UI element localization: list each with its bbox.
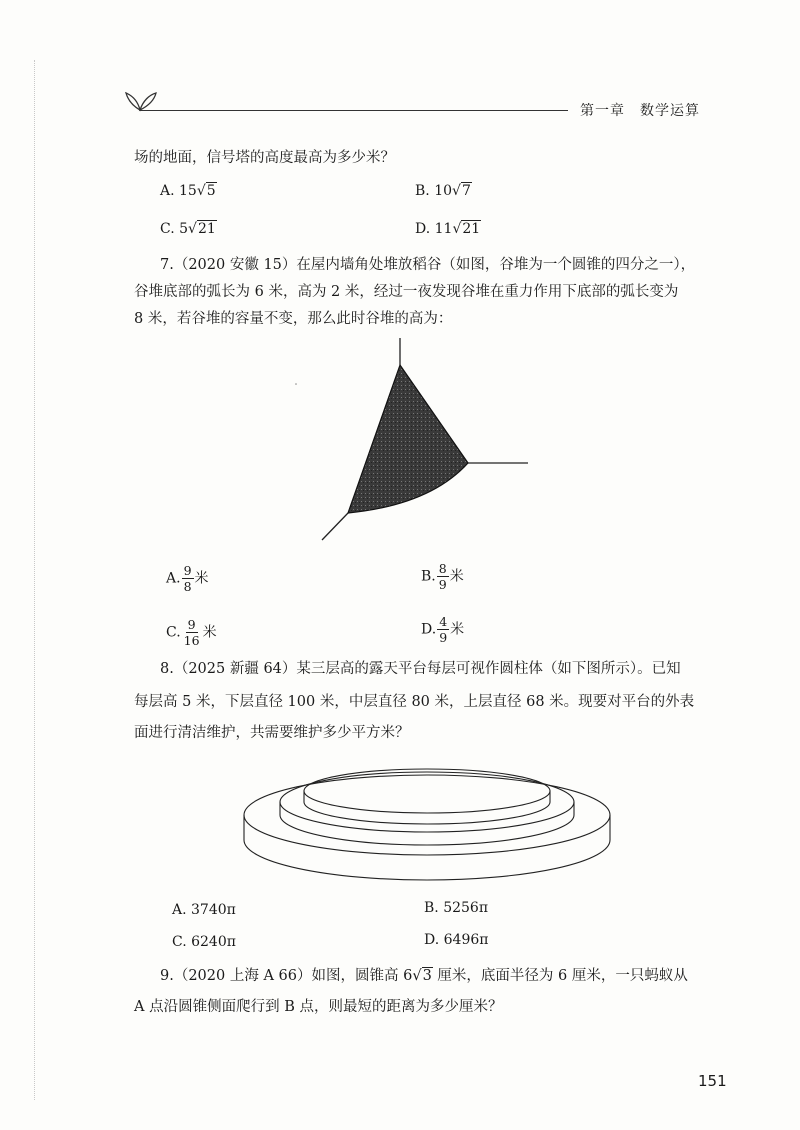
q8-option-a: A. 3740π [172, 902, 236, 918]
q7-stem-line1: 7.（2020 安徽 15）在屋内墙角处堆放稻谷（如图，谷堆为一个圆锥的四分之一）， [160, 257, 696, 273]
q8-stem-line1: 8.（2025 新疆 64）某三层高的露天平台每层可视作圆柱体（如下图所示）。已知 [160, 661, 681, 677]
q9-stem-line2: A 点沿圆锥侧面爬行到 B 点，则最短的距离为多少厘米？ [134, 999, 503, 1015]
q6-stem-end: 场的地面，信号塔的高度最高为多少米？ [134, 150, 395, 166]
q7-option-a: A. $\frac{9}{8}$ 米 [166, 563, 209, 594]
bottom-tier [244, 775, 610, 880]
q7-option-c: C. $\frac{9}{16}$ 米 [166, 617, 217, 648]
q8-option-d: D. 6496π [424, 932, 489, 948]
q6-option-c: C. 5√21 [160, 221, 216, 237]
q6-option-d: D. 11√21 [415, 221, 481, 237]
q9-stem-line1: 9.（2020 上海 A 66）如图，圆锥高 6√3 厘米，底面半径为 6 厘米，一只蚂蚁从 [160, 968, 688, 984]
chapter-title: 第一章 数学运算 [580, 103, 700, 119]
q7-option-d: D. $\frac{4}{9}$ 米 [421, 614, 465, 645]
q7-stem-line2: 谷堆底部的弧长为 6 米，高为 2 米，经过一夜发现谷堆在重力作用下底部的弧长变为 [134, 284, 679, 300]
q6-option-a: A. 15√5 [160, 183, 216, 199]
q8-stem-line2: 每层高 5 米，下层直径 100 米，中层直径 80 米，上层直径 68 米。现要对平台的外表 [134, 694, 695, 710]
page-number: 151 [698, 1072, 727, 1090]
q6-option-b: B. 10√7 [415, 183, 471, 199]
q8-stem-line3: 面进行清洁维护，共需要维护多少平方米？ [134, 725, 410, 741]
q8-option-c: C. 6240π [172, 934, 236, 950]
q7-option-b: B. $\frac{8}{9}$ 米 [421, 561, 464, 592]
q7-stem-line3: 8 米，若谷堆的容量不变，那么此时谷堆的高为： [134, 311, 453, 327]
middle-tier [280, 772, 574, 845]
q8-option-b: B. 5256π [424, 900, 489, 916]
